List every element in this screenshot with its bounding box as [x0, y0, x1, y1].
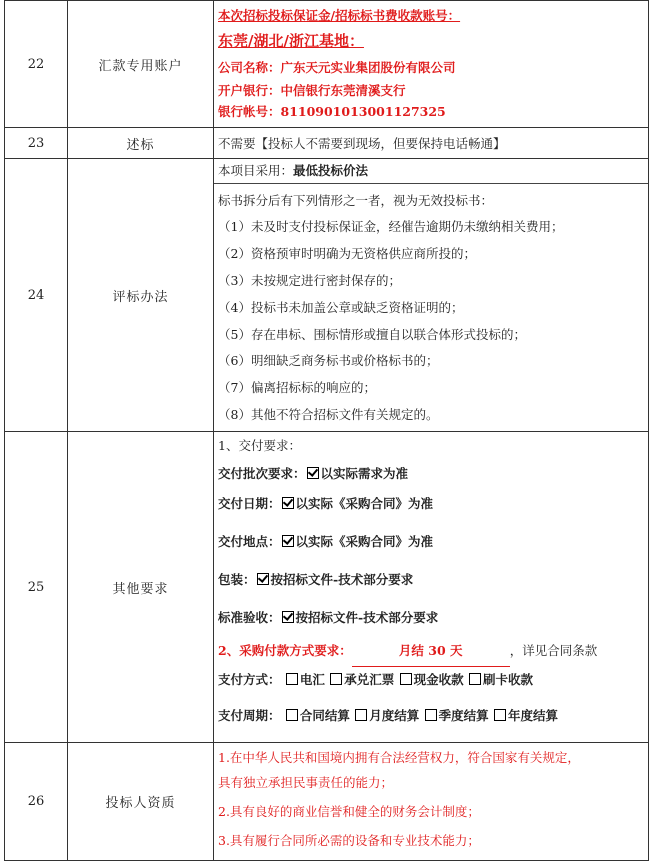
- payment-suffix: ，详见合同条款: [509, 643, 598, 658]
- checked-checkbox-icon[interactable]: [282, 611, 294, 623]
- row-title: 汇款专用账户: [68, 1, 214, 128]
- payment-terms: [218, 636, 644, 666]
- row-number: 26: [5, 743, 68, 861]
- qualification-item: 3.具有履行合同所必需的设备和专业技术能力；: [218, 833, 480, 848]
- account-number: 银行帐号：8110901013001127325: [218, 104, 446, 119]
- payment-prefix: 2、采购付款方式要求：: [218, 643, 352, 658]
- row-number: 23: [5, 128, 68, 159]
- conditions-intro: 标书拆分后有下列情形之一者，视为无效投标书：: [218, 193, 494, 208]
- accept-label: 标准验收：: [218, 610, 281, 625]
- base-locations: 东莞/湖北/浙江基地：: [218, 32, 364, 50]
- row-number: 22: [5, 1, 68, 128]
- company-name: 公司名称：广东天元实业集团股份有限公司: [218, 60, 456, 75]
- row-number: 25: [5, 432, 68, 743]
- paymethod-label: 支付方式：: [218, 672, 281, 687]
- row-content-evaluation: [214, 159, 649, 432]
- qualification-item: 2.具有良好的商业信誉和健全的财务会计制度；: [218, 804, 480, 819]
- method-prefix: 本项目采用：: [218, 163, 294, 178]
- checked-checkbox-icon[interactable]: [282, 535, 294, 547]
- cycle-option: 月度结算: [369, 708, 420, 723]
- checked-checkbox-icon[interactable]: [307, 467, 319, 479]
- condition-item: （2）资格预审时明确为无资格供应商所投的；: [218, 245, 476, 261]
- cycle-option: 年度结算: [508, 708, 559, 723]
- cycle-option: 季度结算: [438, 708, 489, 723]
- qualification-item: 具有独立承担民事责任的能力；: [218, 775, 394, 790]
- row-title: 其他要求: [68, 432, 214, 743]
- table-row-23: [5, 128, 649, 159]
- checkbox-icon[interactable]: [400, 673, 412, 685]
- condition-item: （7）偏离招标标的响应的；: [218, 380, 376, 396]
- pack-value: 按招标文件-技术部分要求: [270, 572, 414, 587]
- table-row-26: [5, 743, 649, 861]
- checkbox-icon[interactable]: [286, 709, 298, 721]
- acceptance: [218, 604, 644, 636]
- delivery-title: 1、交付要求：: [218, 438, 301, 453]
- payment-cycle: [218, 702, 644, 730]
- row-content-other-requirements: [214, 432, 649, 743]
- cycle-option: 合同结算: [299, 708, 350, 723]
- row-content-presentation: 不需要【投标人不需要到现场，但要保持电话畅通】: [214, 128, 649, 159]
- paymethod-option: 现金收款: [413, 672, 464, 687]
- payment-term-value: 月结 30 天: [352, 636, 510, 667]
- row-title: 评标办法: [68, 159, 214, 432]
- date-value: 以实际《采购合同》为准: [295, 496, 434, 511]
- payment-method: [218, 666, 644, 702]
- checkbox-icon[interactable]: [355, 709, 367, 721]
- condition-item: （8）其他不符合招标文件有关规定的。: [218, 407, 439, 423]
- condition-item: （3）未按规定进行密封保存的；: [218, 272, 401, 288]
- row-title: 述标: [68, 128, 214, 159]
- checkbox-icon[interactable]: [330, 673, 342, 685]
- batch-label: 交付批次要求：: [218, 466, 306, 481]
- account-intro: 本次招标投标保证金/招标标书费收款账号：: [218, 8, 461, 23]
- delivery-batch: [218, 460, 644, 490]
- table-row-22: [5, 1, 649, 128]
- checked-checkbox-icon[interactable]: [282, 497, 294, 509]
- place-label: 交付地点：: [218, 534, 281, 549]
- condition-item: （6）明细缺乏商务标书或价格标书的；: [218, 353, 439, 369]
- row-content-account: [214, 1, 649, 128]
- packaging: [218, 566, 644, 604]
- table-row-25: [5, 432, 649, 743]
- cycle-label: 支付周期：: [218, 708, 281, 723]
- checkbox-icon[interactable]: [469, 673, 481, 685]
- bidding-terms-table: [4, 0, 649, 861]
- accept-value: 按招标文件-技术部分要求: [295, 610, 439, 625]
- date-label: 交付日期：: [218, 496, 281, 511]
- delivery-date: [218, 490, 644, 528]
- batch-value: 以实际需求为准: [320, 466, 409, 481]
- qualification-item: 1.在中华人民共和国境内拥有合法经营权力，符合国家有关规定，: [218, 750, 580, 765]
- paymethod-option: 刷卡收款: [483, 672, 534, 687]
- bank-name: 开户银行：中信银行东莞清溪支行: [218, 83, 406, 98]
- condition-item: （1）未及时支付投标保证金，经催告逾期仍未缴纳相关费用；: [218, 219, 564, 234]
- table-row-24: [5, 159, 649, 432]
- checkbox-icon[interactable]: [286, 673, 298, 685]
- method-value: 最低投标价法: [293, 163, 369, 178]
- condition-item: （5）存在串标、围标情形或擅自以联合体形式投标的；: [218, 326, 526, 342]
- place-value: 以实际《采购合同》为准: [295, 534, 434, 549]
- checkbox-icon[interactable]: [494, 709, 506, 721]
- row-title: 投标人资质: [68, 743, 214, 861]
- condition-item: （4）投标书未加盖公章或缺乏资格证明的；: [218, 299, 464, 315]
- paymethod-option: 电汇: [299, 672, 325, 687]
- row-number: 24: [5, 159, 68, 432]
- paymethod-option: 承兑汇票: [344, 672, 395, 687]
- checkbox-icon[interactable]: [425, 709, 437, 721]
- evaluation-method: [214, 159, 648, 184]
- delivery-place: [218, 528, 644, 566]
- invalid-bid-conditions: [214, 184, 648, 429]
- pack-label: 包装：: [218, 572, 256, 587]
- row-content-qualifications: [214, 743, 649, 861]
- checked-checkbox-icon[interactable]: [257, 573, 269, 585]
